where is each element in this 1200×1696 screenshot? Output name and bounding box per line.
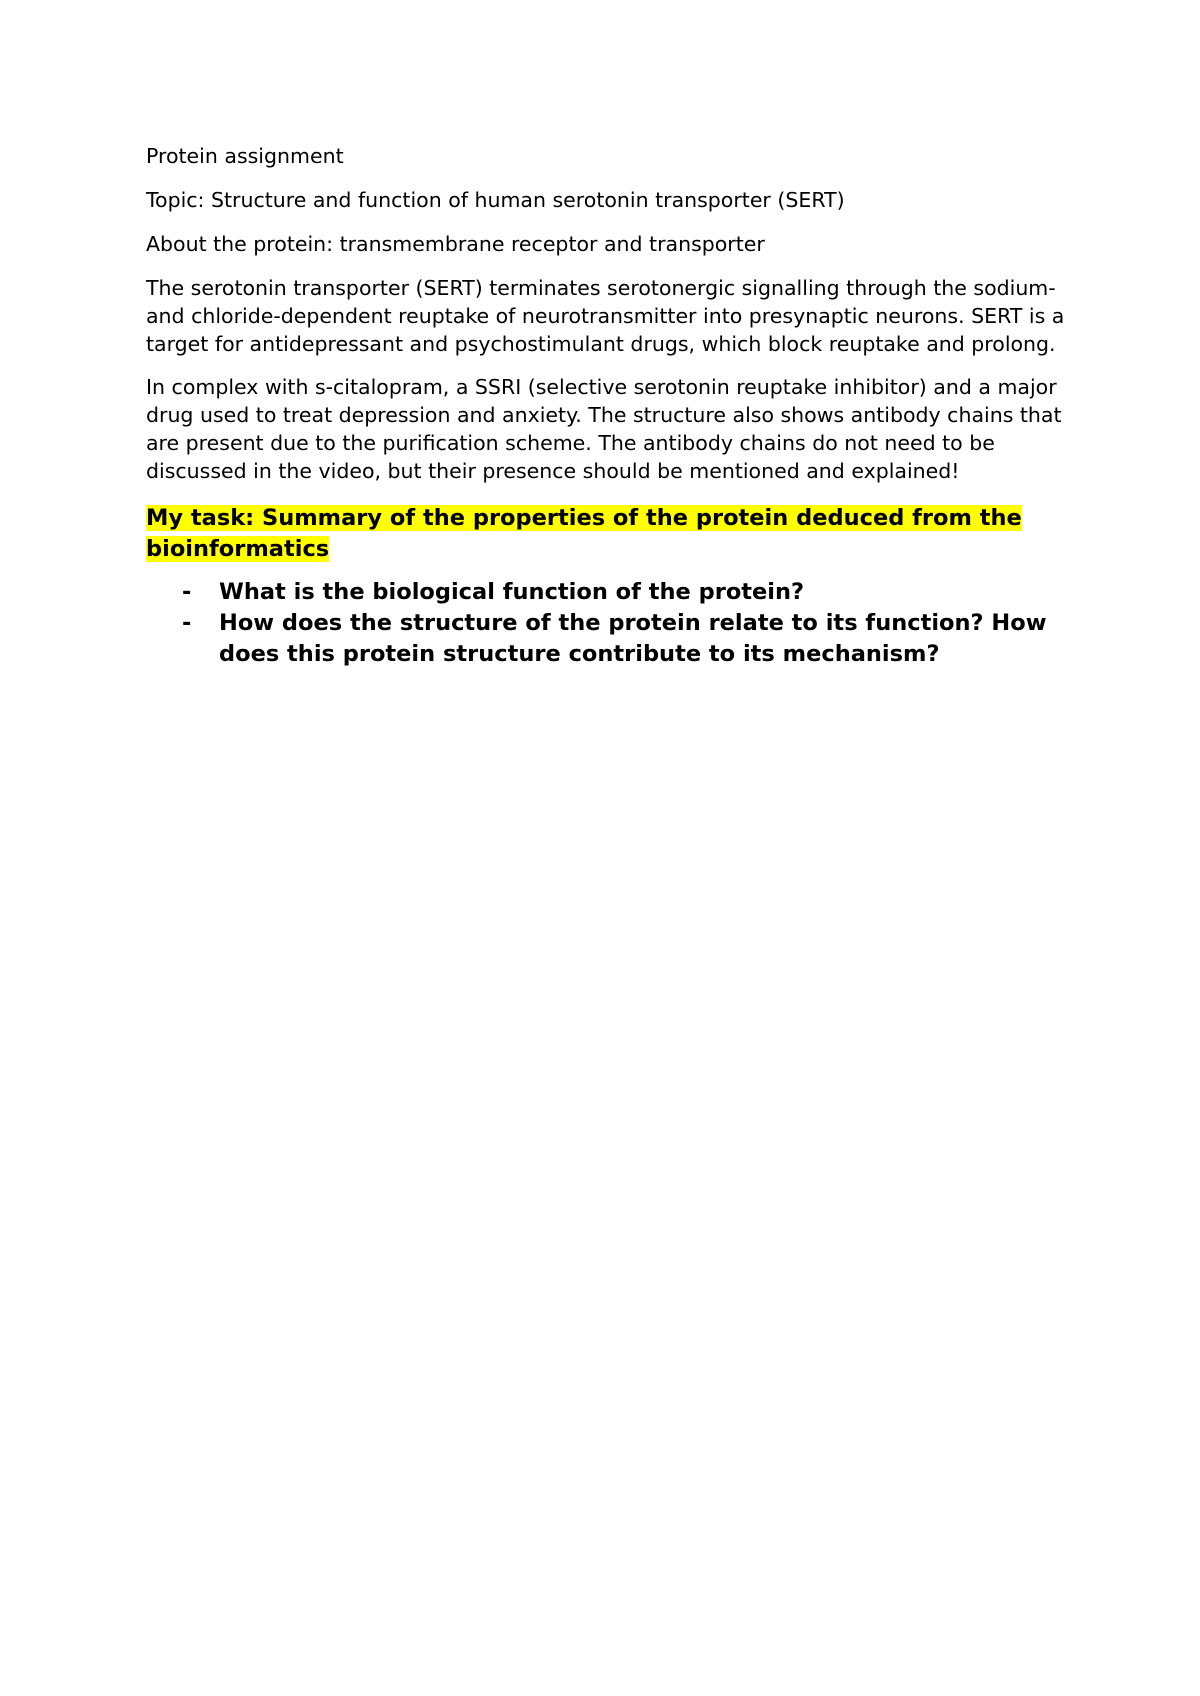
dash-bullet: - [182, 610, 192, 636]
task-heading [146, 503, 1066, 565]
about-line: About the protein: transmembrane receptor and transporter [146, 232, 765, 256]
document-body [146, 142, 1066, 670]
topic-line: Topic: Structure and function of human serotonin transporter (SERT) [146, 188, 845, 212]
complex-paragraph: In complex with s-citalopram, a SSRI (selective serotonin reuptake inhibitor) and a major drug used to treat depression and anxiety. The structure also shows antibody chains that are present due to the purification scheme. The antibody chains do not need to be discussed in the video, but their presence should be mentioned and explained! [146, 375, 1062, 483]
question-text: What is the biological function of the protein? [219, 579, 805, 605]
task-highlight: My task: Summary of the properties of the protein deduced from the bioinformatics [146, 505, 1022, 562]
document-title: Protein assignment [146, 144, 344, 168]
question-item [146, 577, 1066, 608]
dash-bullet: - [182, 579, 192, 605]
question-text: How does the structure of the protein relate to its function? How does this protein structure contribute to its mechanism? [219, 610, 1047, 667]
question-list [146, 577, 1066, 670]
description-paragraph: The serotonin transporter (SERT) terminates serotonergic signalling through the sodium- and chloride-dependent reuptake of neurotransmitter into presynaptic neurons. SERT is a target for antidepressant and psychostimulant drugs, which block reuptake and prolong. [146, 276, 1065, 356]
question-item [146, 608, 1066, 670]
